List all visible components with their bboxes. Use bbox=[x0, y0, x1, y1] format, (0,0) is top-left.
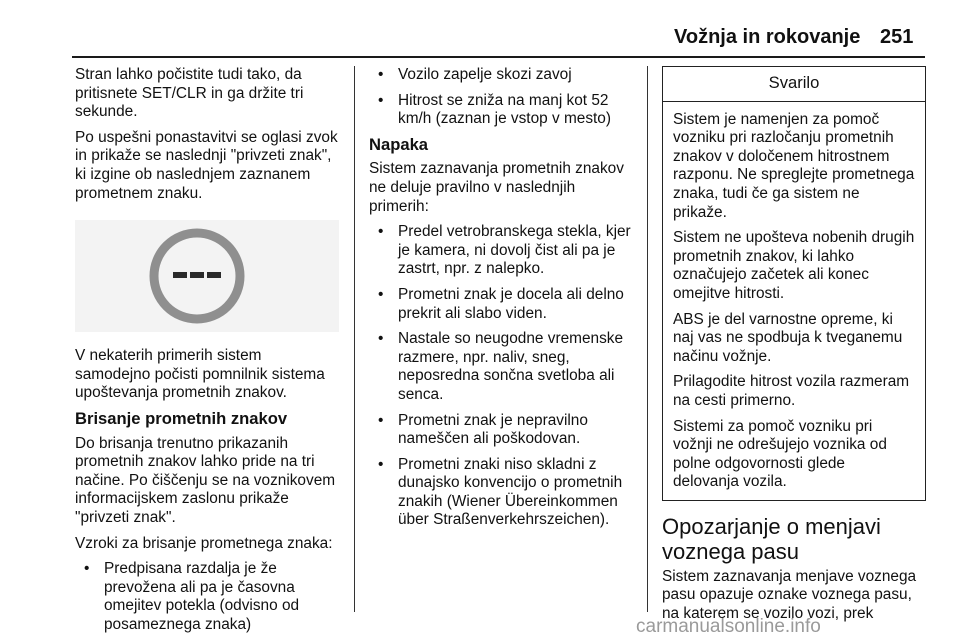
list-item: • Prometni znak je docela ali delno prekrit ali slabo viden. bbox=[369, 286, 635, 323]
sign-dash bbox=[190, 272, 204, 278]
page-header bbox=[0, 0, 960, 58]
warning-box bbox=[662, 66, 926, 501]
paragraph: Sistem zaznavanja menjave voznega pasu opazuje oznake voznega pasu, na katerem se vozilo vozi, prek bbox=[662, 567, 917, 623]
column-2 bbox=[369, 66, 635, 537]
list-item: • Predpisana razdalja je že prevožena ali pa je časovna omejitev potekla (odvisno od posameznega znaka) bbox=[75, 560, 339, 634]
list-item: • Hitrost se zniža na manj kot 52 km/h (zaznan je vstop v mesto) bbox=[369, 92, 635, 129]
warning-paragraph: Prilagodite hitrost vozila razmeram na cesti primerno. bbox=[673, 373, 910, 409]
watermark: carmanualsonline.info bbox=[636, 616, 821, 637]
column-1 bbox=[75, 66, 339, 641]
default-sign-icon bbox=[75, 220, 339, 332]
sign-dash bbox=[173, 272, 187, 278]
list-item: • Prometni znak je nepravilno nameščen ali poškodovan. bbox=[369, 412, 635, 449]
default-sign-figure bbox=[75, 220, 339, 332]
bullet-list bbox=[369, 66, 635, 129]
list-item: • Nastale so neugodne vremenske razmere, npr. naliv, sneg, neposredna sončna svetloba ali senca. bbox=[369, 330, 635, 404]
warning-body bbox=[663, 102, 925, 500]
list-item: • Vozilo zapelje skozi zavoj bbox=[369, 66, 635, 85]
column-divider-1 bbox=[354, 66, 355, 612]
section-heading: Brisanje prometnih znakov bbox=[75, 408, 288, 428]
paragraph: Do brisanja trenutno prikazanih prometnih znakov lahko pride na tri načine. Po čiščenju se na voznikovem informacijskem zaslonu prikaže "privzeti znak". bbox=[75, 434, 336, 526]
warning-paragraph: ABS je del varnostne opreme, ki naj vas ne spodbuja k tveganemu načinu vožnje. bbox=[673, 310, 903, 365]
list-item: • Predel vetrobranskega stekla, kjer je kamera, ni dovolj čist ali pa je zastrt, npr. z nalepko. bbox=[369, 223, 635, 279]
header-rule bbox=[72, 56, 925, 58]
paragraph: Vzroki za brisanje prometnega znaka: bbox=[75, 534, 333, 552]
paragraph: V nekaterih primerih sistem samodejno počisti pomnilnik sistema upoštevanja prometnih znakov. bbox=[75, 347, 325, 402]
warning-title: Svarilo bbox=[663, 67, 925, 102]
paragraph: Stran lahko počistite tudi tako, da pritisnete SET/CLR in ga držite tri sekunde. bbox=[75, 66, 304, 121]
sign-dash bbox=[207, 272, 221, 278]
warning-paragraph: Sistemi za pomoč vozniku pri vožnji ne odrešujejo voznika od polne odgovornosti glede delovanja vozila. bbox=[673, 417, 887, 491]
page-number: 251 bbox=[880, 26, 914, 48]
paragraph: Po uspešni ponastavitvi se oglasi zvok in prikaže se naslednji "privzeti znak", ki izgine ob naslednjem zaznanem prometnem znaku. bbox=[75, 128, 338, 202]
paragraph: Sistem zaznavanja prometnih znakov ne deluje pravilno v naslednjih primerih: bbox=[369, 160, 624, 215]
bullet-list bbox=[369, 223, 635, 530]
section-title: Opozarjanje o menjavi voznega pasu bbox=[662, 513, 881, 564]
section-heading: Napaka bbox=[369, 134, 429, 154]
warning-paragraph: Sistem ne upošteva nobenih drugih prometnih znakov, ki lahko označujejo začetek ali konec omejitve hitrosti. bbox=[673, 229, 915, 302]
column-divider-2 bbox=[647, 66, 648, 612]
column-3 bbox=[662, 66, 926, 631]
warning-paragraph: Sistem je namenjen za pomoč vozniku pri razločanju prometnih znakov v določenem hitrostnem razponu. Ne spreglejte prometnega znaka, tudi če ga sistem ne prikaže. bbox=[673, 110, 915, 221]
list-item: • Prometni znaki niso skladni z dunajsko konvencijo o prometnih znakih (Wiener Übereinkommen über Straßenverkehrszeichen). bbox=[369, 456, 635, 530]
chapter-title: Vožnja in rokovanje bbox=[674, 26, 861, 48]
bullet-list bbox=[75, 560, 339, 634]
